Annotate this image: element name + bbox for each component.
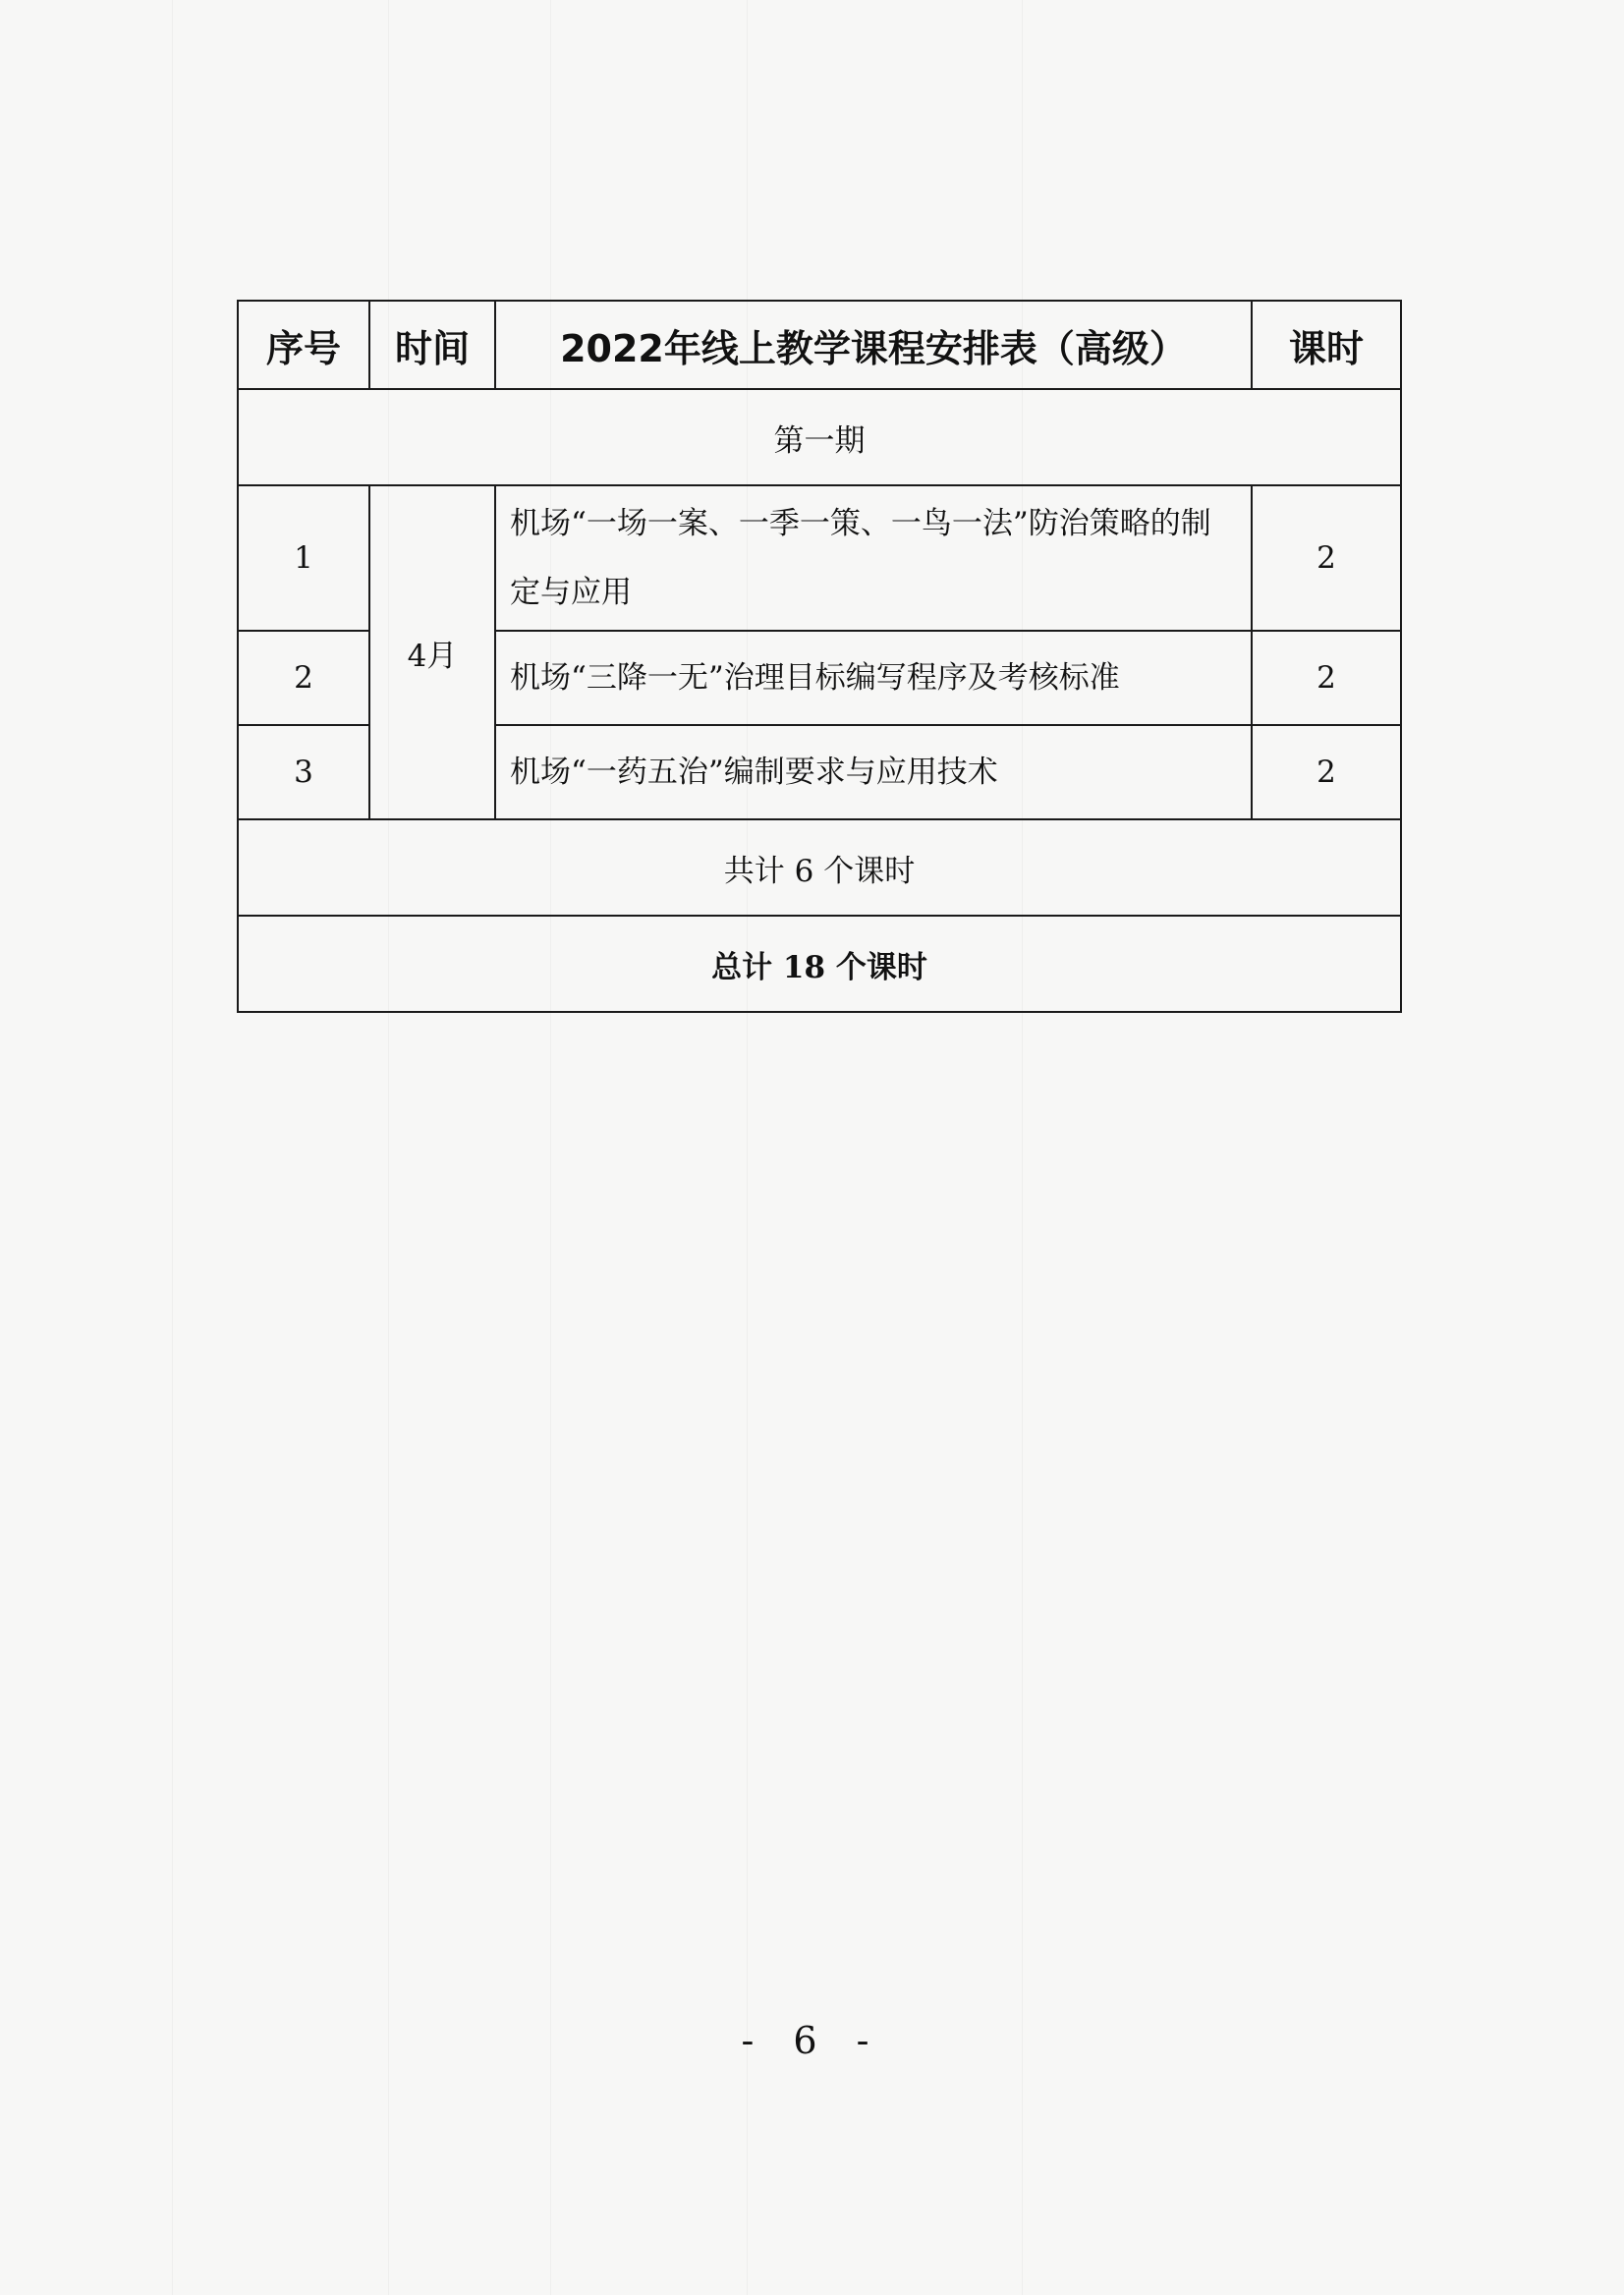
header-row [238,301,1401,389]
period-row [238,389,1401,485]
header-hours: 课时 [1252,301,1401,389]
row-hours: 2 [1252,631,1401,725]
row-seq: 2 [238,631,369,725]
month-cell: 4月 [369,485,495,819]
period-label: 第一期 [238,389,1401,485]
row-topic: 机场“一药五治”编制要求与应用技术 [495,725,1252,819]
row-hours: 2 [1252,485,1401,631]
subtotal-row [238,819,1401,916]
subtotal-text: 共计 6 个课时 [238,819,1401,916]
table-row [238,485,1401,631]
row-hours: 2 [1252,725,1401,819]
row-seq: 1 [238,485,369,631]
row-topic: 机场“三降一无”治理目标编写程序及考核标准 [495,631,1252,725]
header-title: 2022年线上教学课程安排表（高级） [495,301,1252,389]
header-time: 时间 [369,301,495,389]
header-seq: 序号 [238,301,369,389]
row-topic: 机场“一场一案、一季一策、一鸟一法”防治策略的制定与应用 [495,485,1252,631]
total-row [238,916,1401,1012]
total-text: 总计 18 个课时 [238,916,1401,1012]
row-seq: 3 [238,725,369,819]
page-number: - 6 - [741,2019,883,2062]
course-schedule-table [237,300,1402,1013]
